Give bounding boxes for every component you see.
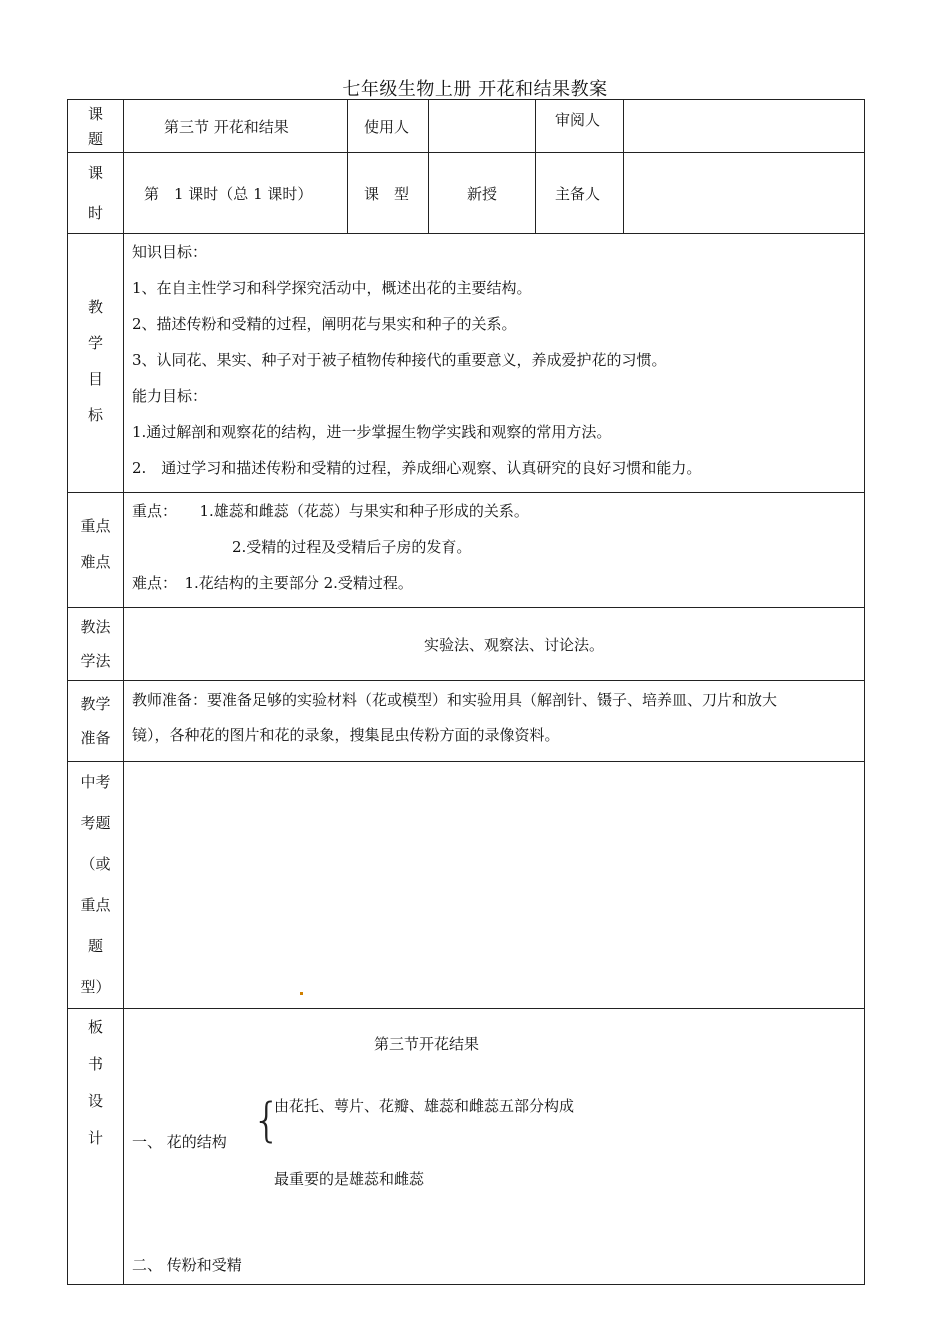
- objectives-row: [68, 234, 865, 493]
- section-one-heading: 一、 花的结构: [132, 1133, 227, 1151]
- methods-row: [68, 608, 865, 681]
- exam-label: 中考 考题 （或 重点 题 型）: [68, 762, 124, 1009]
- brace-bottom-text: 最重要的是雄蕊和雌蕊: [274, 1170, 425, 1188]
- type-label: 课 型: [348, 153, 429, 234]
- exam-content: [124, 762, 865, 1009]
- blackboard-label: 板 书 设 计: [68, 1009, 124, 1285]
- lesson-plan-table: [67, 99, 865, 1285]
- left-brace-icon: {: [252, 1093, 282, 1147]
- objective-item: 1、在自主性学习和科学探究活动中，概述出花的主要结构。: [132, 279, 532, 297]
- reviewer-value: [624, 100, 865, 153]
- key-points-content: [124, 493, 865, 608]
- period-label: 课 时: [68, 153, 124, 234]
- reviewer-label: 审阅人: [536, 100, 624, 153]
- preparation-content: 教师准备：要准备足够的实验材料（花或模型）和实验用具（解剖针、镊子、培养皿、刀片和放大 镜），各种花的图片和花的录象，搜集昆虫传粉方面的录像资料。: [124, 681, 865, 762]
- preparation-label: 教学 准备: [68, 681, 124, 762]
- user-label: 使用人: [348, 100, 429, 153]
- objective-item: 2. 通过学习和描述传粉和受精的过程，养成细心观察、认真研究的良好习惯和能力。: [132, 459, 702, 477]
- topic-row: [68, 100, 865, 153]
- objective-item: 3、认同花、果实、种子对于被子植物传种接代的重要意义，养成爱护花的习惯。: [132, 351, 667, 369]
- preparer-label: 主备人: [536, 153, 624, 234]
- blackboard-title: 第三节开花结果: [374, 1035, 480, 1053]
- type-value: 新授: [429, 153, 536, 234]
- brace-top-text: 由花托、萼片、花瓣、雄蕊和雌蕊五部分构成: [274, 1097, 575, 1115]
- period-value: 第 1 课时（总 1 课时）: [124, 153, 348, 234]
- objectives-heading-ability: 能力目标：: [132, 387, 208, 405]
- stray-mark: [300, 992, 303, 995]
- blackboard-row: [68, 1009, 865, 1285]
- topic-label: 课 题: [68, 100, 124, 153]
- objectives-label: 教 学 目 标: [68, 234, 124, 493]
- user-value: [429, 100, 536, 153]
- period-row: [68, 153, 865, 234]
- key-point-line: 2.受精的过程及受精后子房的发育。: [232, 538, 472, 556]
- key-points-label: 重点 难点: [68, 493, 124, 608]
- methods-label: 教法 学法: [68, 608, 124, 681]
- section-two-heading: 二、 传粉和受精: [132, 1256, 242, 1274]
- objectives-content: [124, 234, 865, 493]
- blackboard-content: [124, 1009, 865, 1285]
- key-points-row: [68, 493, 865, 608]
- preparation-row: [68, 681, 865, 762]
- exam-row: [68, 762, 865, 1009]
- objective-item: 2、描述传粉和受精的过程，阐明花与果实和种子的关系。: [132, 315, 517, 333]
- key-point-line: 重点： 1.雄蕊和雌蕊（花蕊）与果实和种子形成的关系。: [132, 502, 529, 520]
- objective-item: 1.通过解剖和观察花的结构，进一步掌握生物学实践和观察的常用方法。: [132, 423, 612, 441]
- topic-value: 第三节 开花和结果: [124, 100, 348, 153]
- objectives-heading-knowledge: 知识目标：: [132, 243, 208, 261]
- preparer-value: [624, 153, 865, 234]
- document-title: 七年级生物上册 开花和结果教案: [342, 79, 608, 100]
- methods-content: 实验法、观察法、讨论法。: [124, 608, 865, 681]
- difficulty-line: 难点： 1.花结构的主要部分 2.受精过程。: [132, 574, 413, 592]
